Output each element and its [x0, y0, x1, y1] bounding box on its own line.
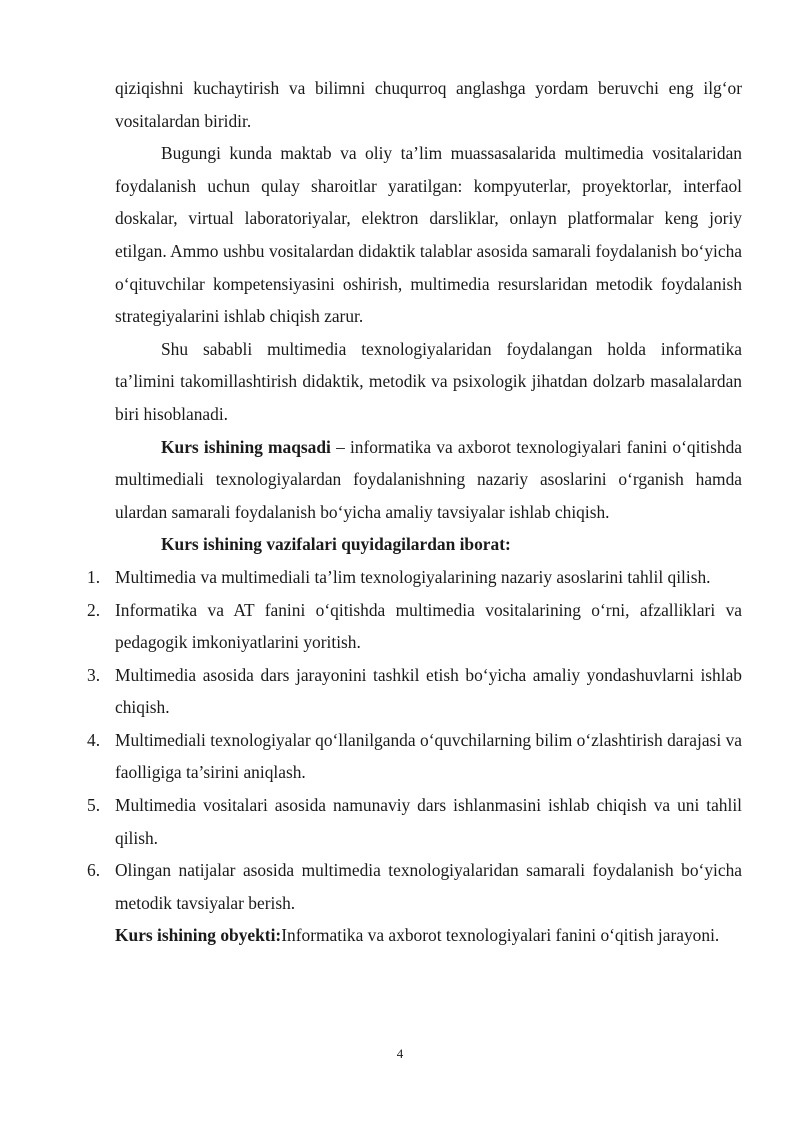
list-item	[87, 854, 742, 919]
paragraph-today: Bugungi kunda maktab va oliy ta’lim muassasalarida multimedia vositalaridan foydalanish uchun qulay sharoitlar yaratilgan: kompyuterlar, proyektorlar, interfaol doskalar, virtual laboratoriyalar, elektron darsliklar, onlayn platformalar keng joriy etilgan. Ammo ushbu vositalardan didaktik talablar asosida samarali foydalanish bo‘yicha o‘qituvchilar kompetensiyasini oshirish, multimedia resurslaridan metodik foydalanish strategiyalarini ishlab chiqish zarur.	[115, 143, 742, 327]
list-item-text: Multimedia vositalari asosida namunaviy dars ishlanmasini ishlab chiqish va uni tahlil qilish.	[115, 795, 742, 848]
paragraph-intro-end: qiziqishni kuchaytirish va bilimni chuqurroq anglashga yordam beruvchi eng ilg‘or vositalardan biridir.	[115, 78, 742, 131]
list-item-text: Informatika va AT fanini o‘qitishda multimedia vositalarining o‘rni, afzalliklari va pedagogik imkoniyatlarini yoritish.	[115, 599, 742, 653]
list-item-text: Multimediali texnologiyalar qo‘llanilganda o‘quvchilarning bilim o‘zlashtirish darajasi va faolligiga ta’sirini aniqlash.	[115, 729, 742, 783]
list-item-text: Olingan natijalar asosida multimedia texnologiyalaridan samarali foydalanish bo‘yicha metodik tavsiyalar berish.	[115, 860, 742, 913]
list-item-text: Multimedia asosida dars jarayonini tashkil etish bo‘yicha amaliy yondashuvlarni ishlab chiqish.	[115, 664, 742, 718]
list-item	[87, 789, 742, 854]
tasks-heading: Kurs ishining vazifalari quyidagilardan iborat:	[161, 534, 511, 555]
list-item-number: 3.	[87, 664, 101, 685]
list-item	[87, 659, 742, 724]
object-label: Kurs ishining obyekti:	[115, 925, 282, 946]
page-number: 4	[396, 1046, 404, 1061]
list-item-number: 1.	[87, 566, 101, 587]
list-item-number: 6.	[87, 860, 101, 881]
list-item	[87, 724, 742, 789]
list-item	[87, 561, 742, 594]
goal-label: Kurs ishining maqsadi	[161, 436, 331, 457]
goal-text: – informatika va axborot texnologiyalari fanini o‘qitishda multimediali texnologiyalardan foydalanishning nazariy asoslarini o‘rganish hamda ulardan samarali foydalanish bo‘yicha amaliy tavsiyalar ishlab chiqish.	[115, 436, 742, 522]
goal-paragraph	[115, 431, 742, 529]
tasks-list	[87, 561, 742, 920]
list-item-number: 5.	[87, 795, 101, 816]
list-item-number: 2.	[87, 599, 101, 620]
paragraph-relevance: Shu sababli multimedia texnologiyalaridan foydalangan holda informatika ta’limini takomillashtirish didaktik, metodik va psixologik jihatdan dolzarb masalalardan biri hisoblanadi.	[115, 338, 742, 424]
list-item-number: 4.	[87, 729, 101, 750]
page-body	[87, 72, 742, 952]
object-text: Informatika va axborot texnologiyalari fanini o‘qitish jarayoni.	[281, 925, 720, 946]
list-item	[87, 594, 742, 659]
list-item-text: Multimedia va multimediali ta’lim texnologiyalarining nazariy asoslarini tahlil qilish.	[115, 566, 711, 587]
object-paragraph	[88, 919, 742, 952]
